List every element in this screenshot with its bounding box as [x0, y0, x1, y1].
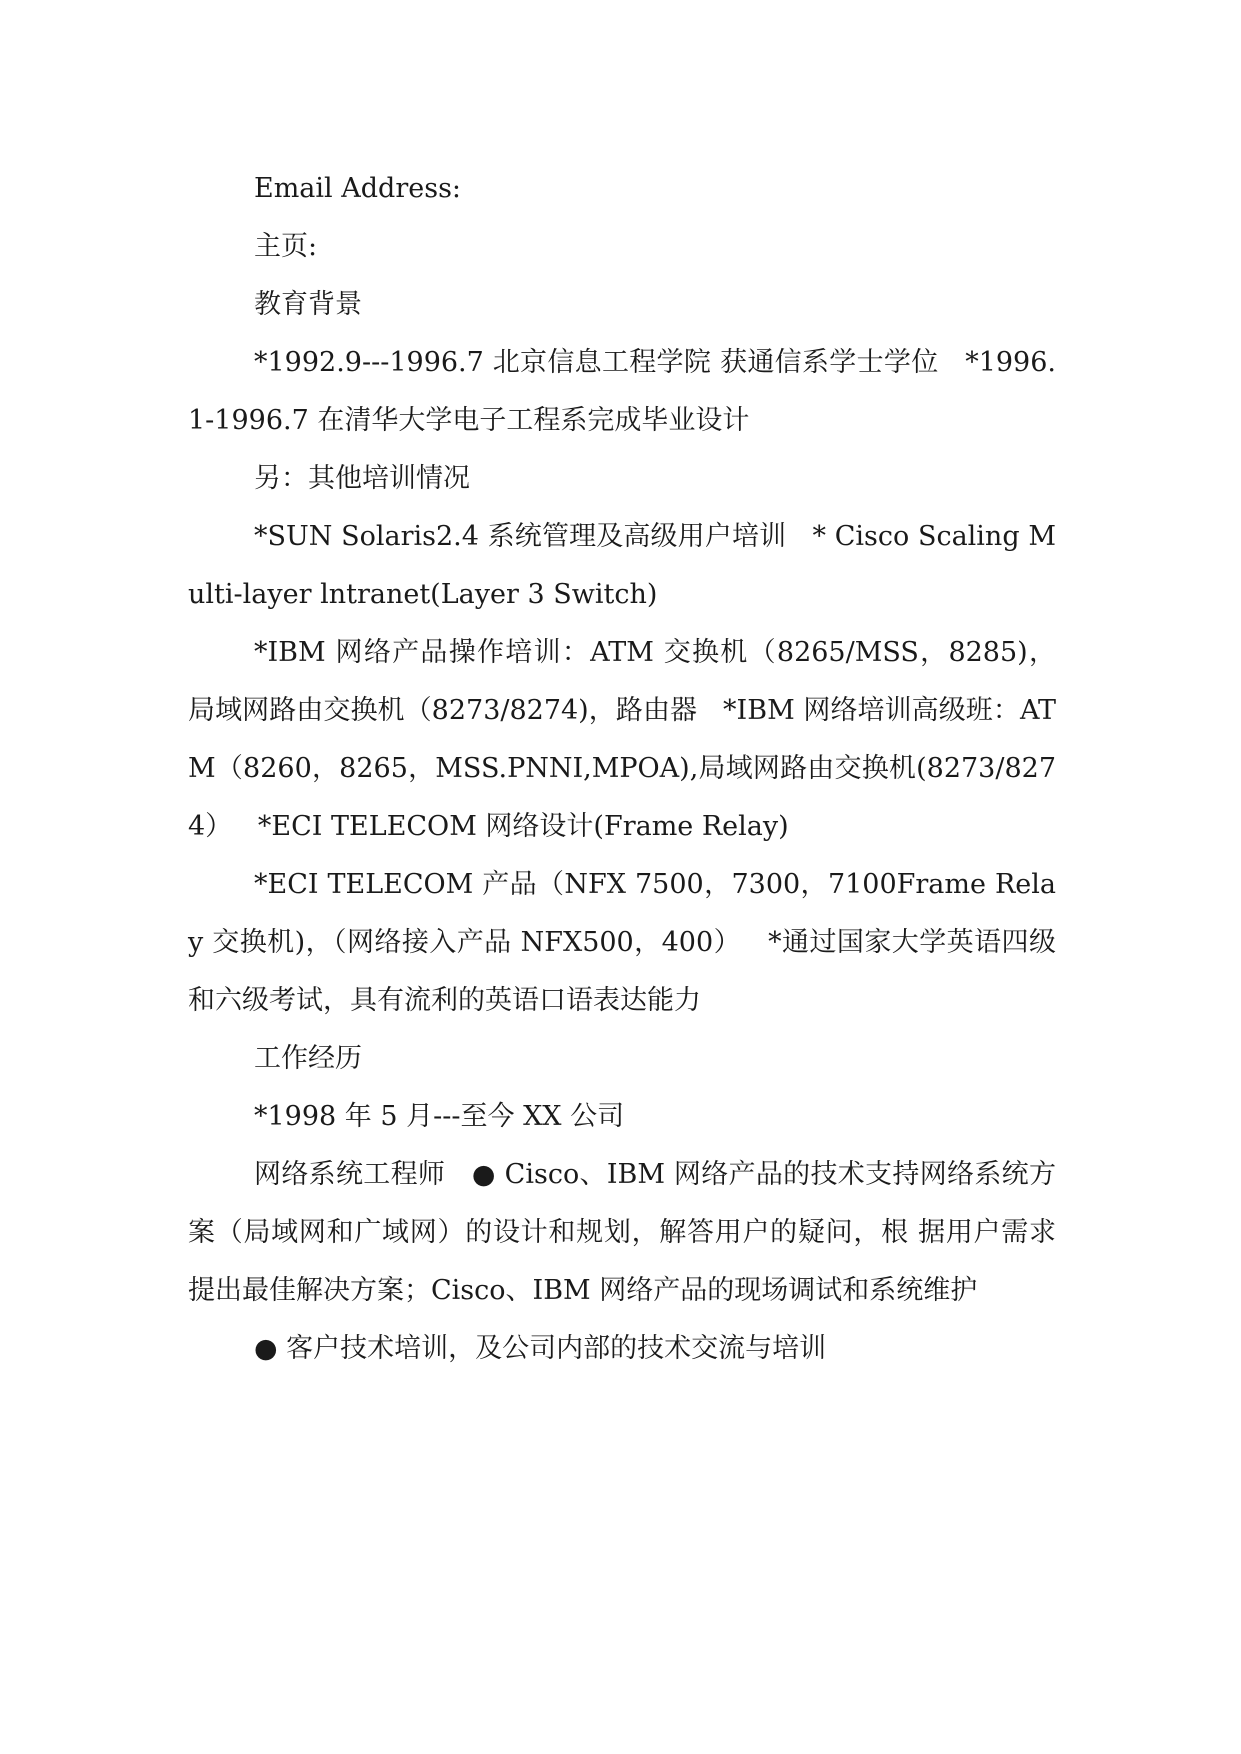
resume-body — [188, 160, 1056, 1378]
homepage-line: 主页: — [254, 231, 318, 262]
training-entry-ibm-eci: *IBM 网络产品操作培训：ATM 交换机（8265/MSS，8285)，局域网路由交换机（8273/8274)，路由器 *IBM 网络培训高级班：ATM（8260，8265，MSS.PNNI,MPOA),局域网路由交换机(8273/8274） *ECI TELECOM 网络设计(Frame Relay) — [188, 637, 1056, 842]
training-entry-sun-cisco: *SUN Solaris2.4 系统管理及高级用户培训 * Cisco Scaling Multi-layer lntranet(Layer 3 Switch) — [188, 521, 1056, 610]
job-description: 网络系统工程师 ● Cisco、IBM 网络产品的技术支持网络系统方案（局域网和广域网）的设计和规划，解答用户的疑问，根 据用户需求提出最佳解决方案；Cisco、IBM 网络产品的现场调试和系统维护 — [188, 1159, 1056, 1306]
job-description-training: ● 客户技术培训，及公司内部的技术交流与培训 — [254, 1333, 827, 1364]
education-heading: 教育背景 — [254, 289, 362, 320]
work-period-company: *1998 年 5 月---至今 XX 公司 — [254, 1101, 625, 1132]
other-training-heading: 另：其他培训情况 — [254, 463, 470, 494]
email-address-line: Email Address: — [254, 173, 462, 204]
training-entry-eci-english: *ECI TELECOM 产品（NFX 7500，7300，7100Frame Relay 交换机)，（网络接入产品 NFX500，400） *通过国家大学英语四级和六级考试，具有流利的英语口语表达能力 — [188, 869, 1056, 1016]
education-entry: *1992.9---1996.7 北京信息工程学院 获通信系学士学位 *1996.1-1996.7 在清华大学电子工程系完成毕业设计 — [188, 347, 1056, 436]
work-experience-heading: 工作经历 — [254, 1043, 362, 1074]
